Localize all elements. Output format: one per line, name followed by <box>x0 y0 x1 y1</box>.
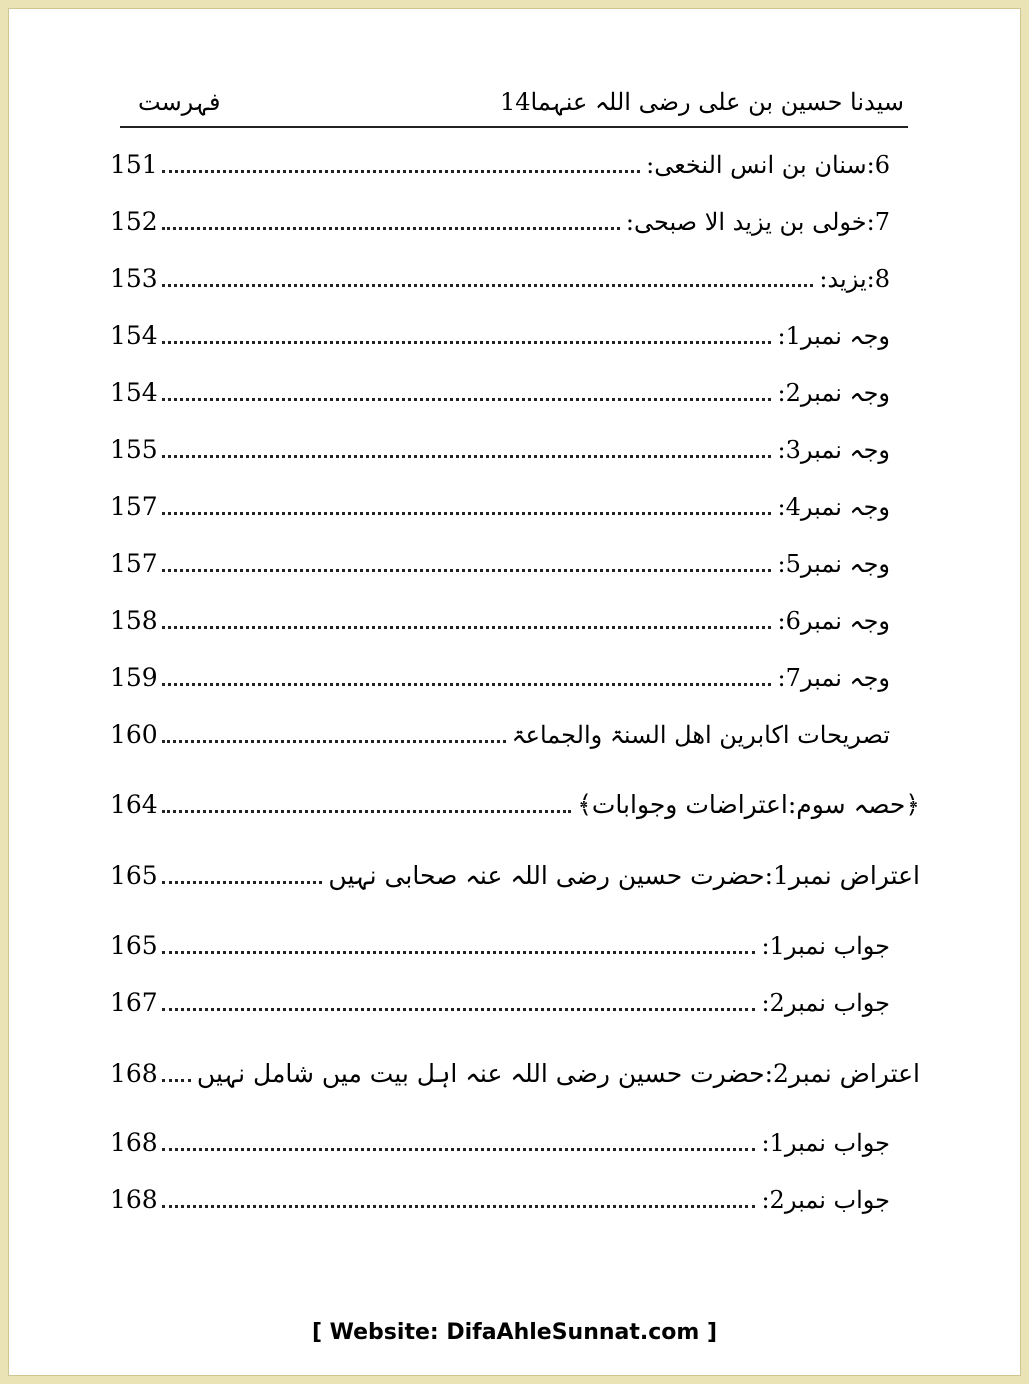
toc-label: اعتراض نمبر1:حضرت حسین رضی اللہ عنہ صحابی نہیں <box>328 861 920 890</box>
toc-page-number: 160 <box>110 720 158 749</box>
dot-leader <box>162 1079 191 1082</box>
dot-leader <box>162 1008 755 1011</box>
toc-label: 7:خولی بن یزید الا صبحی: <box>625 208 890 236</box>
book-title: سیدنا حسین بن علی رضی اللہ عنہما <box>530 88 904 116</box>
dot-leader <box>162 569 771 572</box>
dot-leader <box>162 683 771 686</box>
toc-entry <box>110 313 920 353</box>
toc-entry <box>110 142 920 182</box>
toc-label: جواب نمبر1: <box>761 1129 890 1157</box>
toc-page-number: 153 <box>110 264 158 293</box>
dot-leader <box>162 227 620 230</box>
toc-label: وجہ نمبر2: <box>777 379 890 407</box>
dot-leader <box>162 810 571 813</box>
toc-label: وجہ نمبر4: <box>777 493 890 521</box>
toc-entry <box>110 980 920 1020</box>
toc-label: جواب نمبر1: <box>761 932 890 960</box>
toc-page-number: 159 <box>110 663 158 692</box>
dot-leader <box>162 881 322 884</box>
toc-entry <box>110 598 920 638</box>
toc-entry-section <box>110 853 920 893</box>
toc-page-number: 152 <box>110 207 158 236</box>
toc-entry <box>110 923 920 963</box>
toc-entry <box>110 1177 920 1217</box>
section-title: فہرست <box>138 88 221 116</box>
toc-page-number: 151 <box>110 150 158 179</box>
toc-entry-section <box>110 782 920 822</box>
dot-leader <box>162 512 771 515</box>
toc-label: 8:یزید: <box>819 265 890 293</box>
dot-leader <box>162 341 771 344</box>
toc-page-number: 165 <box>110 861 158 890</box>
toc-entry <box>110 484 920 524</box>
toc-page-number: 157 <box>110 549 158 578</box>
toc-label: وجہ نمبر7: <box>777 664 890 692</box>
toc-label: اعتراض نمبر2:حضرت حسین رضی اللہ عنہ اہل بیت میں شامل نہیں <box>196 1059 920 1088</box>
toc-label: تصریحات اکابرین اھل السنۃ والجماعۃ <box>511 721 890 749</box>
toc-entry <box>110 199 920 239</box>
dot-leader <box>162 951 755 954</box>
toc-page-number: 167 <box>110 988 158 1017</box>
toc-page-number: 154 <box>110 378 158 407</box>
dot-leader <box>162 284 813 287</box>
toc-page-number: 168 <box>110 1185 158 1214</box>
dot-leader <box>162 455 771 458</box>
toc-page-number: 154 <box>110 321 158 350</box>
toc-entry <box>110 370 920 410</box>
toc-label: جواب نمبر2: <box>761 989 890 1017</box>
toc-page-number: 158 <box>110 606 158 635</box>
toc-page-number: 164 <box>110 790 158 819</box>
page-header <box>120 78 908 128</box>
dot-leader <box>162 170 640 173</box>
page-number: 14 <box>500 88 531 116</box>
toc-page-number: 157 <box>110 492 158 521</box>
toc-label: ﴿حصہ سوم:اعتراضات وجوابات﴾ <box>577 790 920 819</box>
toc-label: وجہ نمبر6: <box>777 607 890 635</box>
toc-entry <box>110 427 920 467</box>
toc-entry <box>110 541 920 581</box>
dot-leader <box>162 1148 755 1151</box>
toc-entry <box>110 712 920 752</box>
toc-label: وجہ نمبر3: <box>777 436 890 464</box>
toc-label: وجہ نمبر5: <box>777 550 890 578</box>
dot-leader <box>162 398 771 401</box>
dot-leader <box>162 1205 755 1208</box>
toc-label: 6:سنان بن انس النخعی: <box>646 151 890 179</box>
toc-entry <box>110 256 920 296</box>
toc-label: وجہ نمبر1: <box>777 322 890 350</box>
toc-page-number: 168 <box>110 1128 158 1157</box>
toc-page-number: 165 <box>110 931 158 960</box>
website-footer: [ Website: DifaAhleSunnat.com ] <box>311 1320 718 1345</box>
toc-label: جواب نمبر2: <box>761 1186 890 1214</box>
dot-leader <box>162 626 771 629</box>
toc-entry <box>110 1120 920 1160</box>
toc-entry-section <box>110 1051 920 1091</box>
toc-page-number: 155 <box>110 435 158 464</box>
dot-leader <box>162 740 506 743</box>
toc-entry <box>110 655 920 695</box>
toc-page-number: 168 <box>110 1059 158 1088</box>
